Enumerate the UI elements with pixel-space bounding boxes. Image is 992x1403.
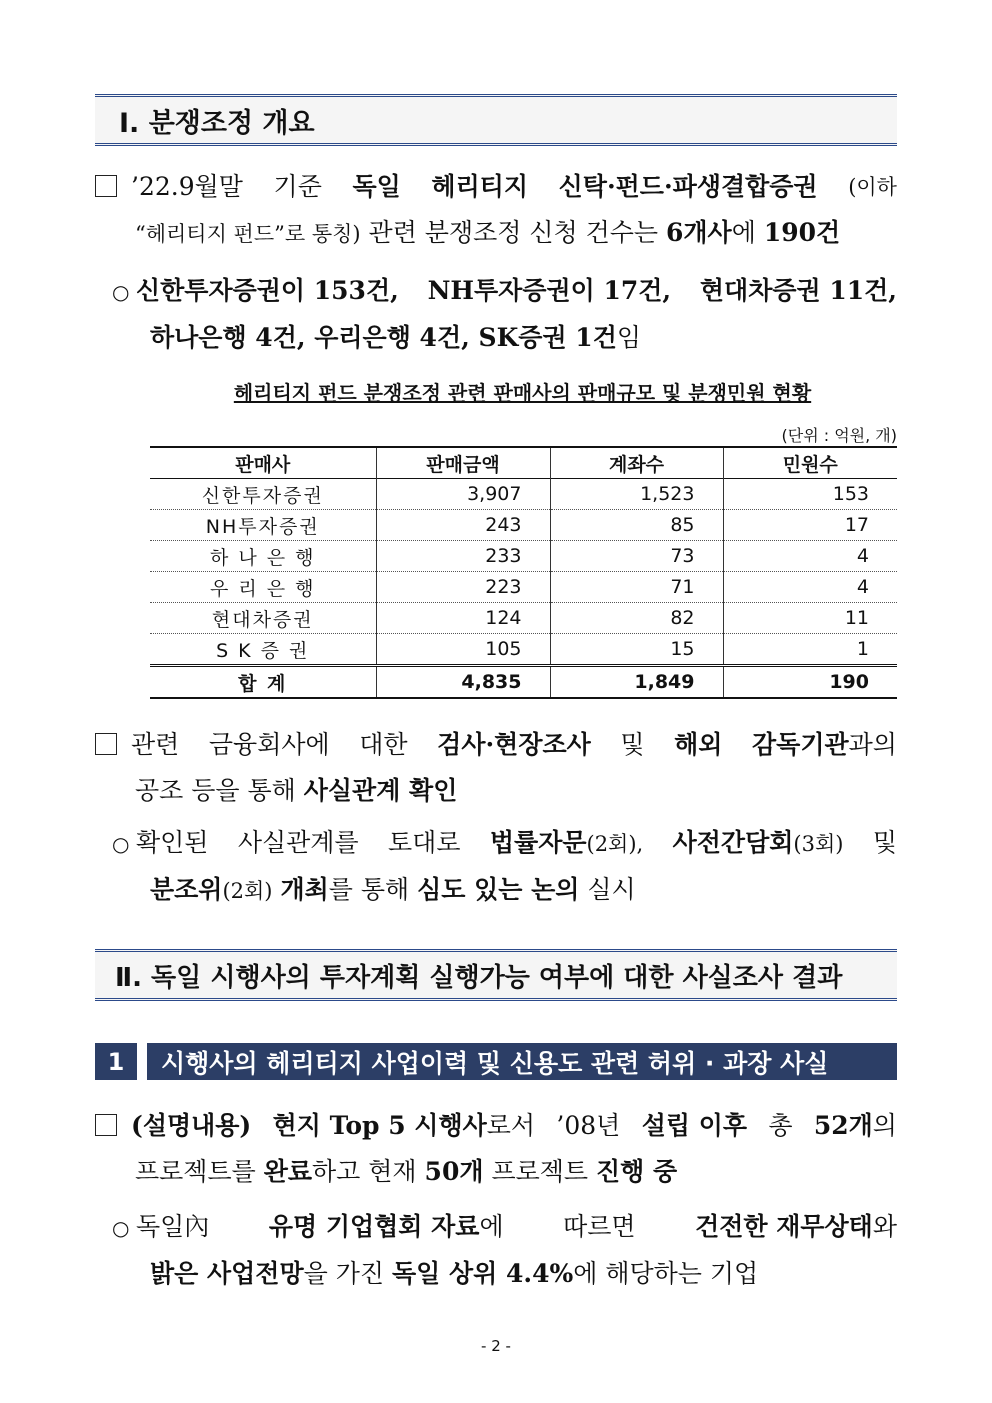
paragraph-1-line-1: ’22.9월말 기준 독일 헤리티지 신탁·펀드·파생결합증권 (이하 <box>95 164 897 210</box>
sub-bullet-2-line-2: 분조위(2회) 개최를 통해 심도 있는 논의 실시 <box>150 875 636 904</box>
paragraph-1-line-2: “헤리티지 펀드”로 통칭) 관련 분쟁조정 신청 건수는 6개사에 190건 <box>135 218 841 247</box>
sub-bullet-3-line-1: ○ 독일內 유명 기업협회 자료에 따르면 건전한 재무상태와 <box>112 1204 897 1251</box>
column-header: 계좌수 <box>550 447 723 479</box>
table-total-row: 합 계 4,835 1,849 190 <box>150 666 897 699</box>
sub-bullet-3 <box>112 1204 897 1297</box>
sub-bullet-3-line-2: 밝은 사업전망을 가진 독일 상위 4.4%에 해당하는 기업 <box>150 1259 759 1288</box>
paragraph-3 <box>95 1103 897 1195</box>
circle-bullet-icon: ○ <box>112 1216 130 1240</box>
sub-bullet-2 <box>112 820 897 914</box>
table-header-row <box>150 447 897 479</box>
sub-bullet-1-line-2: 하나은행 4건, 우리은행 4건, SK증권 1건임 <box>150 323 642 352</box>
table-row: NH투자증권 243 85 17 <box>150 510 897 541</box>
paragraph-2-line-2: 공조 등을 통해 사실관계 확인 <box>135 776 458 805</box>
column-header: 민원수 <box>723 447 897 479</box>
paragraph-3-line-1: (설명내용) 현지 Top 5 시행사로서 ’08년 설립 이후 총 52개의 <box>95 1103 897 1149</box>
point-title: 시행사의 헤리티지 사업이력 및 신용도 관련 허위 · 과장 사실 <box>147 1043 897 1080</box>
table-row: 우 리 은 행 223 71 4 <box>150 572 897 603</box>
column-header: 판매사 <box>235 453 291 476</box>
sub-bullet-1 <box>112 268 897 361</box>
table-row: 신한투자증권 3,907 1,523 153 <box>150 479 897 510</box>
section-title-1: Ⅰ. 분쟁조정 개요 <box>119 107 315 139</box>
point-header-1 <box>95 1043 897 1080</box>
checkbox-square-icon <box>95 1114 117 1136</box>
section-title-2: Ⅱ. 독일 시행사의 투자계획 실행가능 여부에 대한 사실조사 결과 <box>115 962 843 993</box>
checkbox-square-icon <box>95 733 117 755</box>
column-header: 판매금액 <box>376 447 550 479</box>
table-row: 하 나 은 행 233 73 4 <box>150 541 897 572</box>
paragraph-2-line-1: 관련 금융회사에 대한 검사·현장조사 및 해외 감독기관과의 <box>95 722 897 768</box>
section-header-2 <box>95 949 897 1001</box>
point-number: 1 <box>95 1043 137 1080</box>
paragraph-1 <box>95 164 897 257</box>
sub-bullet-1-line-1: ○ 신한투자증권이 153건, NH투자증권이 17건, 현대차증권 11건, <box>112 268 897 315</box>
paragraph-3-line-2: 프로젝트를 완료하고 현재 50개 프로젝트 진행 중 <box>135 1157 678 1186</box>
table-row: 현대차증권 124 82 11 <box>150 603 897 634</box>
table-unit: (단위 : 억원, 개) <box>781 426 897 445</box>
page-number: - 2 - <box>481 1337 511 1355</box>
table-title: 헤리티지 펀드 분쟁조정 관련 판매사의 판매규모 및 분쟁민원 현황 <box>233 381 812 405</box>
section-header-1 <box>95 94 897 146</box>
checkbox-square-icon <box>95 175 117 197</box>
paragraph-2 <box>95 722 897 814</box>
sales-table <box>150 446 897 699</box>
table-row: S K 증 권 105 15 1 <box>150 634 897 666</box>
circle-bullet-icon: ○ <box>112 280 130 304</box>
circle-bullet-icon: ○ <box>112 832 130 856</box>
sub-bullet-2-line-1: ○ 확인된 사실관계를 토대로 법률자문(2회), 사전간담회(3회) 및 <box>112 820 897 867</box>
